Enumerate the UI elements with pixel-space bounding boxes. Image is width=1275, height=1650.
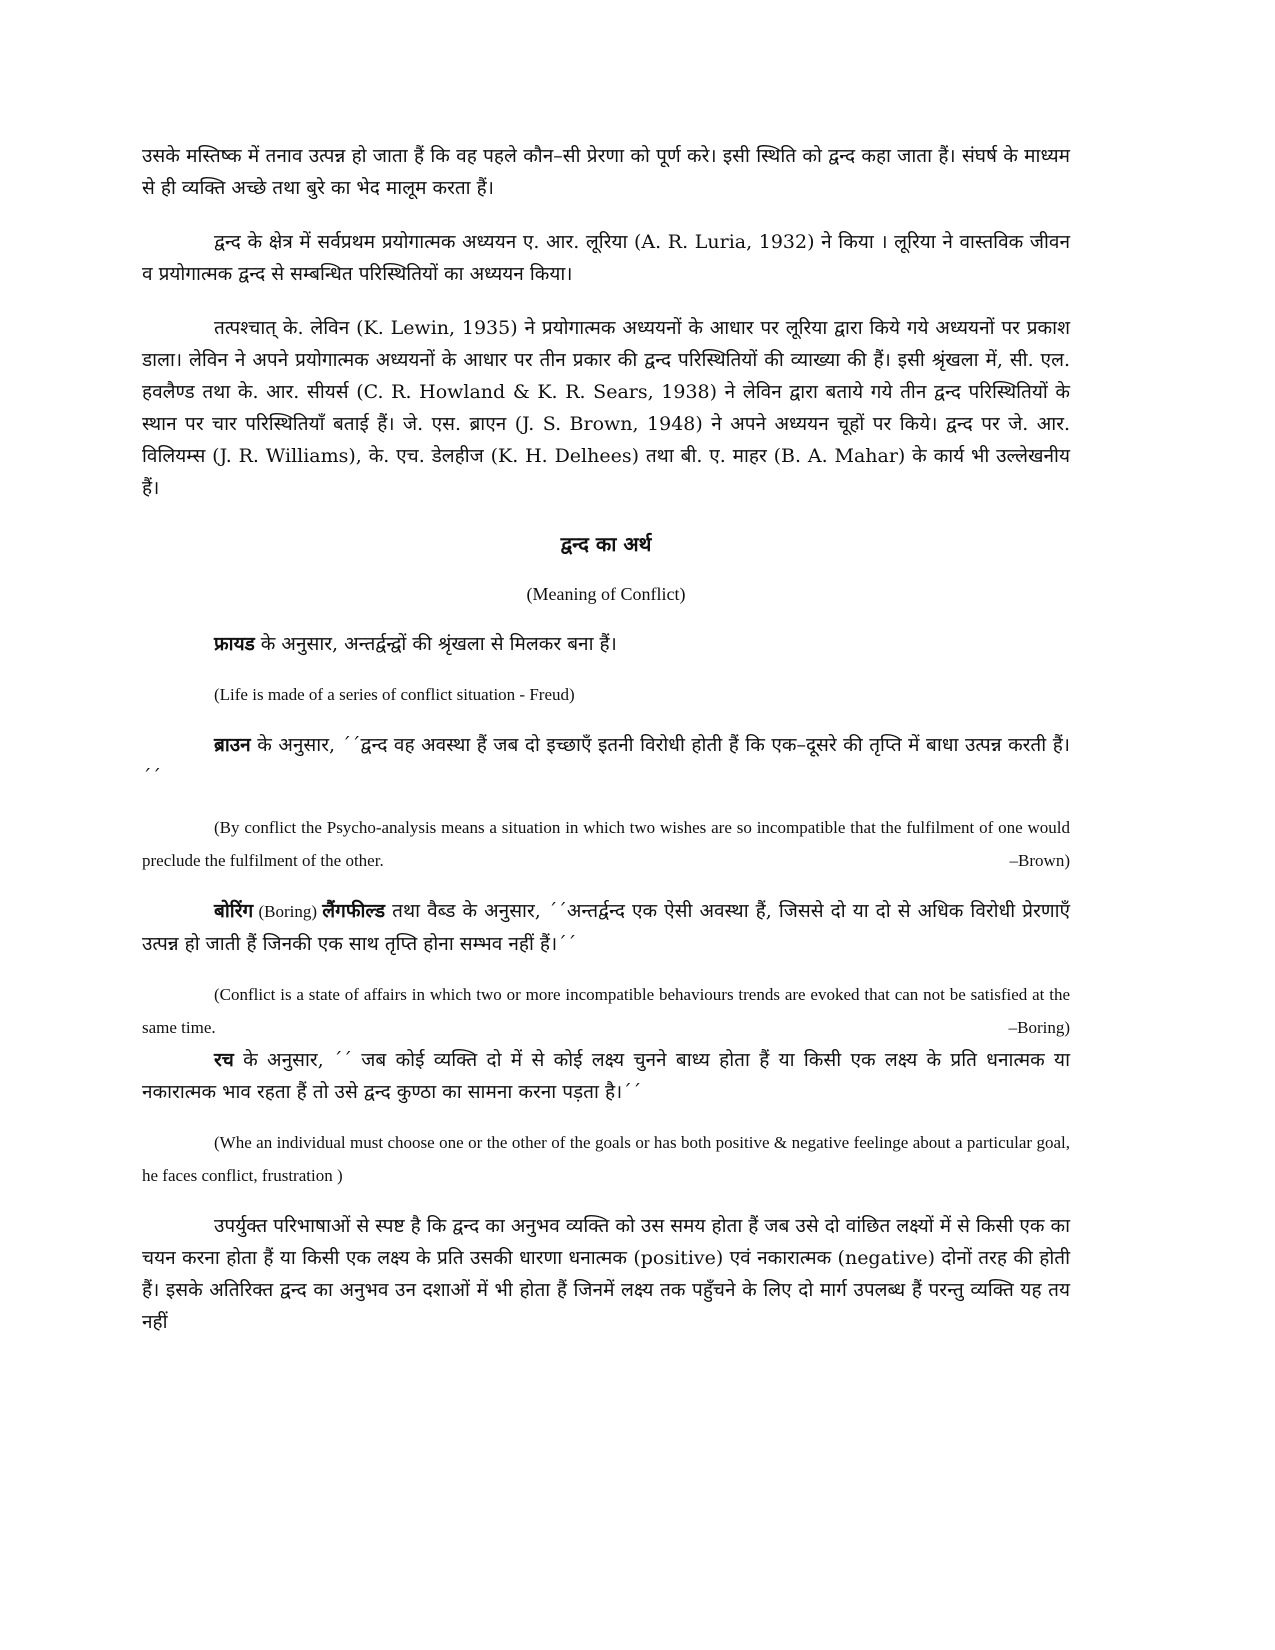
definition-brown [142, 729, 1070, 793]
paragraph-intro: उसके मस्तिष्क में तनाव उत्पन्न हो जाता हैं कि वह पहले कौन–सी प्रेरणा को पूर्ण करे। इसी स्थिति को द्वन्द कहा जाता हैं। संघर्ष के माध्यम से ही व्यक्ति अच्छे तथा बुरे का भेद मालूम करता हैं। [142, 145, 1070, 199]
attribution: –Brown) [1009, 851, 1070, 870]
paragraph-conclusion: उपर्युक्त परिभाषाओं से स्पष्ट है कि द्वन्द का अनुभव व्यक्ति को उस समय होता हैं जब उसे दो वांछित लक्ष्यों में से किसी एक का चयन करना होता हैं या किसी एक लक्ष्य के प्रति उसकी धारणा धनात्मक (positive) एवं नकारात्मक (negative) दोनों तरह की होती हैं। इसके अतिरिक्त द्वन्द का अनुभव उन दशाओं में भी होता हैं जिनमें लक्ष्य तक पहुँचने के लिए दो मार्ग उपलब्ध हैं परन्तु व्यक्ति यह तय नहीं [142, 1215, 1070, 1333]
definition-ruch-english: (Whe an individual must choose one or the other of the goals or has both positive & negative feelinge about a particular goal, he faces conflict, frustration ) [142, 1133, 1070, 1185]
document-page [142, 140, 1070, 1338]
definition-ruch [142, 1044, 1070, 1108]
definition-freud [142, 628, 1070, 660]
definition-english-text: (By conflict the Psycho-analysis means a situation in which two wishes are so incompatible that the fulfilment of one would preclude the fulfilment of the other. [142, 818, 1070, 870]
definition-text: के अनुसार, ´´ जब कोई व्यक्ति दो में से कोई लक्ष्य चुनने बाध्य होता हैं या किसी एक लक्ष्य के प्रति धनात्मक या नकारात्मक भाव रहता हैं तो उसे द्वन्द कुण्ठा का सामना करना पड़ता है।´´ [142, 1049, 1070, 1103]
section-subheading: (Meaning of Conflict) [526, 584, 686, 604]
attribution: –Boring) [1008, 1018, 1070, 1037]
definition-text: तथा वैब्ड के अनुसार, ´´अन्तर्द्वन्द एक ऐसी अवस्था हैं, जिससे दो या दो से अधिक विरोधी प्रेरणाएँ उत्पन्न हो जाती हैं जिनकी एक साथ तृप्ति होना सम्भव नहीं हैं।´´ [142, 900, 1071, 955]
author-name: ब्राउन [214, 734, 251, 756]
definition-boring [142, 895, 1070, 960]
author-name-second: लैंगफील्ड [322, 900, 386, 922]
author-name: फ्रायड [214, 633, 255, 655]
definition-brown-english [142, 811, 1070, 877]
definition-text: के अनुसार, ´´द्वन्द वह अवस्था हैं जब दो इच्छाएँ इतनी विरोधी होती हैं कि एक–दूसरे की तृप्ति में बाधा उत्पन्न करती हैं।´´ [142, 734, 1070, 788]
author-english-name: (Boring) [253, 902, 323, 921]
author-name: बोरिंग [214, 900, 254, 922]
paragraph-luria: द्वन्द के क्षेत्र में सर्वप्रथम प्रयोगात्मक अध्ययन ए. आर. लूरिया (A. R. Luria, 1932) ने किया । लूरिया ने वास्तविक जीवन व प्रयोगात्मक द्वन्द से सम्बन्धित परिस्थितियों का अध्ययन किया। [142, 231, 1070, 285]
definition-text: के अनुसार, अन्तर्द्वन्द्वों की श्रृंखला से मिलकर बना हैं। [254, 633, 617, 655]
section-heading: द्वन्द का अर्थ [560, 532, 652, 556]
definition-english-text: (Conflict is a state of affairs in which two or more incompatible behaviours trends are evoked that can not be satisfied at the same time. [142, 985, 1070, 1037]
definition-boring-english [142, 978, 1070, 1044]
paragraph-lewin: तत्पश्चात् के. लेविन (K. Lewin, 1935) ने प्रयोगात्मक अध्ययनों के आधार पर लूरिया द्वारा किये गये अध्ययनों पर प्रकाश डाला। लेविन ने अपने प्रयोगात्मक अध्ययनों के आधार पर तीन प्रकार की द्वन्द परिस्थितियों की व्याख्या की हैं। इसी श्रृंखला में, सी. एल. हवलैण्ड तथा के. आर. सीयर्स (C. R. Howland & K. R. Sears, 1938) ने लेविन द्वारा बताये गये तीन द्वन्द परिस्थितियों के स्थान पर चार परिस्थितियाँ बताई हैं। जे. एस. ब्राएन (J. S. Brown, 1948) ने अपने अध्ययन चूहों पर किये। द्वन्द पर जे. आर. विलियम्स (J. R. Williams), के. एच. डेलहीज (K. H. Delhees) तथा बी. ए. माहर (B. A. Mahar) के कार्य भी उल्लेखनीय हैं। [142, 317, 1070, 499]
definition-freud-english: (Life is made of a series of conflict situation - Freud) [214, 685, 575, 704]
author-name: रच [214, 1049, 234, 1071]
